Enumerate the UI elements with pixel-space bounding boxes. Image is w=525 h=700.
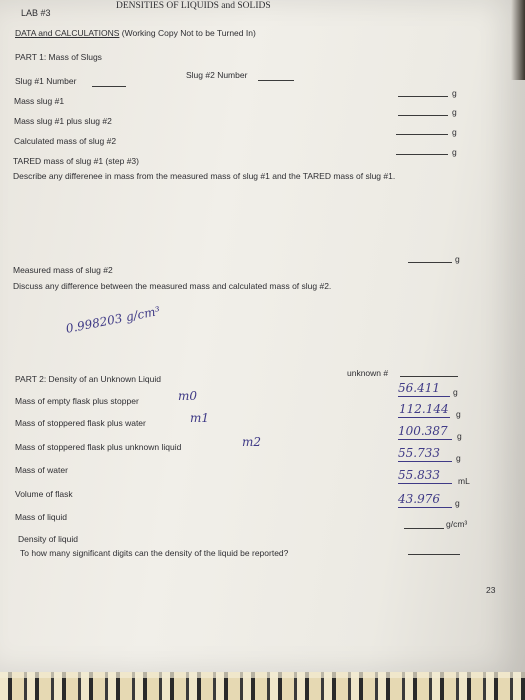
flask-unknown-label: Mass of stoppered flask plus unknown liquid [15, 442, 182, 452]
page-title: DENSITIES OF LIQUIDS and SOLIDS [116, 1, 271, 11]
handwritten-water-density: 0.998203 g/cm³ [64, 303, 162, 336]
slug1-number-blank [92, 86, 126, 87]
lab-number: LAB #3 [21, 8, 51, 18]
flask-water-unit: g [456, 409, 461, 419]
calculated-mass-slug2-label: Calculated mass of slug #2 [14, 136, 117, 146]
empty-flask-value: 56.411 [398, 381, 440, 395]
tared-mass-slug1-label: TARED mass of slug #1 (step #3) [13, 156, 139, 166]
sig-figs-blank [408, 554, 460, 555]
calculated-mass-slug2-blank [396, 134, 448, 135]
page-edge-shadow [511, 0, 525, 80]
measured-mass-slug2-label: Measured mass of slug #2 [13, 265, 113, 275]
empty-flask-label: Mass of empty flask plus stopper [15, 396, 139, 406]
mass-liquid-label: Mass of liquid [15, 512, 67, 522]
slug2-number-blank [258, 80, 294, 81]
mass-slug1-unit: g [452, 88, 457, 98]
mass-slug1-label: Mass slug #1 [14, 96, 65, 106]
slug2-number-label: Slug #2 Number [186, 70, 248, 80]
flask-unknown-annotation: m2 [242, 435, 262, 449]
mass-water-value: 55.733 [398, 446, 440, 460]
flask-water-underline [398, 417, 450, 418]
unknown-number-blank [400, 376, 458, 377]
mass-water-label: Mass of water [15, 465, 68, 475]
data-heading-line [15, 28, 256, 38]
flask-unknown-value: 100.387 [398, 424, 448, 438]
measured-mass-slug2-blank [408, 262, 452, 263]
part2-heading: PART 2: Density of an Unknown Liquid [15, 374, 161, 384]
empty-flask-unit: g [453, 387, 458, 397]
volume-flask-unit: mL [458, 476, 470, 486]
mass-slug1-blank [398, 96, 448, 97]
flask-unknown-underline [398, 439, 452, 440]
density-liquid-unit: g/cm³ [446, 519, 468, 529]
sig-figs-question: To how many significant digits can the density of the liquid be reported? [20, 548, 289, 558]
mass-slug1-plus-slug2-label: Mass slug #1 plus slug #2 [14, 116, 112, 126]
unknown-number-label: unknown # [347, 368, 389, 378]
calculated-mass-slug2-unit: g [452, 127, 457, 137]
density-liquid-label: Density of liquid [18, 534, 79, 544]
empty-flask-underline [398, 396, 450, 397]
slug1-number-label: Slug #1 Number [15, 76, 77, 86]
data-heading: DATA and CALCULATIONS [15, 28, 120, 38]
rug-edge [0, 672, 525, 678]
part1-heading: PART 1: Mass of Slugs [15, 52, 102, 62]
flask-unknown-unit: g [457, 431, 462, 441]
page-number: 23 [486, 585, 496, 595]
volume-flask-value: 55.833 [398, 468, 440, 482]
flask-water-value: 112.144 [399, 402, 449, 416]
measured-mass-slug2-unit: g [455, 254, 460, 264]
tared-mass-slug1-unit: g [452, 147, 457, 157]
flask-water-annotation: m1 [190, 411, 210, 425]
mass-liquid-unit: g [455, 498, 460, 508]
data-note: (Working Copy Not to be Turned In) [121, 28, 256, 38]
mass-water-unit: g [456, 453, 461, 463]
mass-liquid-underline [398, 507, 452, 508]
tared-mass-slug1-blank [396, 154, 448, 155]
describe-difference-prompt: Describe any differenee in mass from the measured mass of slug #1 and the TARED mass of slug #1. [13, 171, 396, 181]
discuss-difference-prompt: Discuss any difference between the measured mass and calculated mass of slug #2. [13, 281, 332, 291]
mass-water-underline [398, 461, 452, 462]
volume-flask-underline [398, 483, 452, 484]
mass-slug1-plus-slug2-blank [398, 115, 448, 116]
density-liquid-blank [404, 528, 444, 529]
mass-liquid-value: 43.976 [398, 492, 440, 506]
mass-slug1-plus-slug2-unit: g [452, 107, 457, 117]
flask-water-label: Mass of stoppered flask plus water [15, 418, 146, 428]
volume-flask-label: Volume of flask [15, 489, 73, 499]
empty-flask-annotation: m0 [178, 389, 198, 403]
